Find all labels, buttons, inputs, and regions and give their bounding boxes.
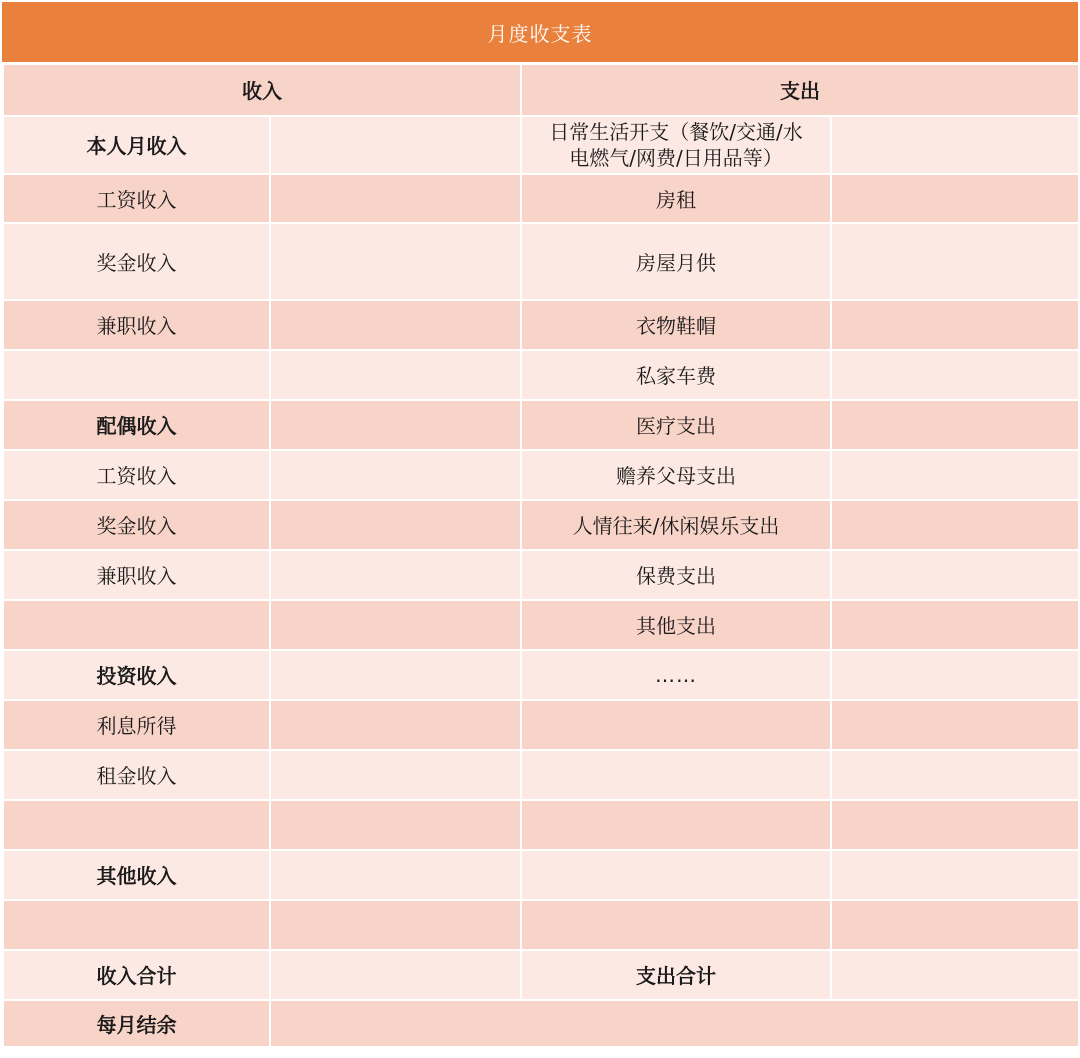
table-title: 月度收支表 — [2, 2, 1078, 62]
income-value-cell[interactable] — [270, 400, 521, 450]
expense-value-cell[interactable] — [831, 500, 1079, 550]
monthly-balance-cell[interactable] — [270, 1000, 1079, 1047]
expense-value-cell[interactable] — [831, 700, 1079, 750]
income-label: 本人月收入 — [3, 116, 270, 174]
expense-label: 日常生活开支（餐饮/交通/水 电燃气/网费/日用品等） — [521, 116, 831, 174]
budget-grid — [2, 62, 1080, 1048]
income-value-cell[interactable] — [270, 116, 521, 174]
income-label: 投资收入 — [3, 650, 270, 700]
income-value-cell[interactable] — [270, 550, 521, 600]
expense-value-cell[interactable] — [831, 300, 1079, 350]
expense-value-cell[interactable] — [831, 174, 1079, 223]
expense-label: 其他支出 — [521, 600, 831, 650]
income-value-cell[interactable] — [270, 650, 521, 700]
income-total-cell[interactable] — [270, 950, 521, 1000]
table-row — [3, 850, 1079, 900]
totals-row — [3, 950, 1079, 1000]
expense-label: 房租 — [521, 174, 831, 223]
table-row — [3, 700, 1079, 750]
header-row — [3, 64, 1079, 116]
income-label: 工资收入 — [3, 174, 270, 223]
expense-header: 支出 — [521, 64, 1079, 116]
expense-value-cell[interactable] — [831, 650, 1079, 700]
income-label: 配偶收入 — [3, 400, 270, 450]
income-label: 兼职收入 — [3, 300, 270, 350]
table-row — [3, 900, 1079, 950]
income-label: 租金收入 — [3, 750, 270, 800]
expense-label — [521, 800, 831, 850]
income-label: 兼职收入 — [3, 550, 270, 600]
income-label: 其他收入 — [3, 850, 270, 900]
expense-value-cell[interactable] — [831, 900, 1079, 950]
expense-value-cell[interactable] — [831, 116, 1079, 174]
expense-label: 保费支出 — [521, 550, 831, 600]
expense-label: 房屋月供 — [521, 223, 831, 300]
table-row — [3, 350, 1079, 400]
table-row — [3, 400, 1079, 450]
income-total-label: 收入合计 — [3, 950, 270, 1000]
expense-value-cell[interactable] — [831, 450, 1079, 500]
income-value-cell[interactable] — [270, 450, 521, 500]
income-value-cell[interactable] — [270, 750, 521, 800]
expense-label: 医疗支出 — [521, 400, 831, 450]
income-label — [3, 800, 270, 850]
income-label: 奖金收入 — [3, 500, 270, 550]
expense-total-cell[interactable] — [831, 950, 1079, 1000]
income-value-cell[interactable] — [270, 600, 521, 650]
expense-value-cell[interactable] — [831, 350, 1079, 400]
expense-label: 赡养父母支出 — [521, 450, 831, 500]
monthly-balance-label: 每月结余 — [3, 1000, 270, 1047]
expense-total-label: 支出合计 — [521, 950, 831, 1000]
income-value-cell[interactable] — [270, 223, 521, 300]
table-row — [3, 550, 1079, 600]
expense-value-cell[interactable] — [831, 223, 1079, 300]
income-value-cell[interactable] — [270, 350, 521, 400]
table-row — [3, 750, 1079, 800]
expense-label — [521, 750, 831, 800]
monthly-budget-table — [2, 2, 1078, 1048]
expense-label: 衣物鞋帽 — [521, 300, 831, 350]
table-row — [3, 650, 1079, 700]
expense-label: 私家车费 — [521, 350, 831, 400]
income-label — [3, 600, 270, 650]
balance-row — [3, 1000, 1079, 1047]
income-value-cell[interactable] — [270, 300, 521, 350]
income-value-cell[interactable] — [270, 850, 521, 900]
table-row — [3, 223, 1079, 300]
income-header: 收入 — [3, 64, 521, 116]
expense-value-cell[interactable] — [831, 750, 1079, 800]
table-row — [3, 500, 1079, 550]
expense-value-cell[interactable] — [831, 600, 1079, 650]
expense-label — [521, 850, 831, 900]
table-row — [3, 600, 1079, 650]
income-value-cell[interactable] — [270, 800, 521, 850]
income-label — [3, 900, 270, 950]
income-label: 奖金收入 — [3, 223, 270, 300]
expense-value-cell[interactable] — [831, 400, 1079, 450]
income-value-cell[interactable] — [270, 174, 521, 223]
table-row — [3, 450, 1079, 500]
income-value-cell[interactable] — [270, 900, 521, 950]
expense-value-cell[interactable] — [831, 800, 1079, 850]
expense-label — [521, 900, 831, 950]
expense-label: 人情往来/休闲娱乐支出 — [521, 500, 831, 550]
table-row — [3, 300, 1079, 350]
income-label: 利息所得 — [3, 700, 270, 750]
income-label: 工资收入 — [3, 450, 270, 500]
table-row — [3, 116, 1079, 174]
income-label — [3, 350, 270, 400]
expense-value-cell[interactable] — [831, 850, 1079, 900]
table-row — [3, 800, 1079, 850]
expense-label: …… — [521, 650, 831, 700]
expense-label — [521, 700, 831, 750]
income-value-cell[interactable] — [270, 700, 521, 750]
expense-value-cell[interactable] — [831, 550, 1079, 600]
income-value-cell[interactable] — [270, 500, 521, 550]
table-row — [3, 174, 1079, 223]
